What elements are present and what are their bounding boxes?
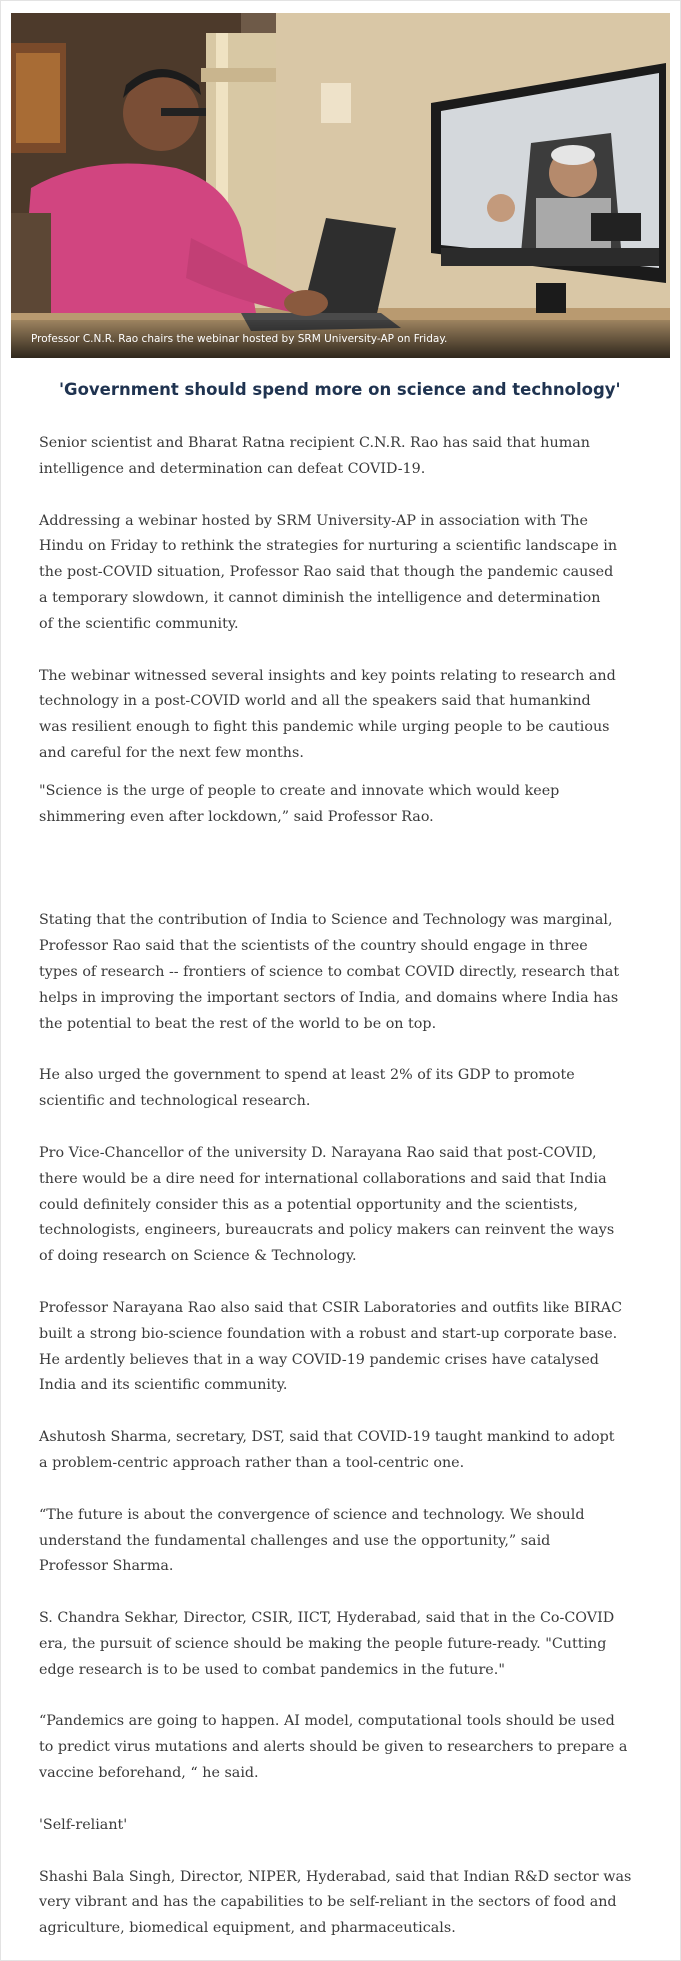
paragraph-3: The webinar witnessed several insights and key points relating to research and technology in a post-COVID world and all the speakers said that humankind was resilient enough to fight this pandemic while urging people to be cautious and careful for the next few months. [39, 667, 616, 761]
paragraph-4-quote: "Science is the urge of people to create and innovate which would keep shimmering even after lockdown,” said Professor Rao. [39, 782, 560, 825]
paragraph-12-quote: “Pandemics are going to happen. AI model, computational tools should be used to predict virus mutations and alerts should be given to researchers to prepare a vaccine beforehand, “ he said. [39, 1713, 628, 1782]
article-photo [11, 13, 670, 358]
paragraph-13: Shashi Bala Singh, Director, NIPER, Hyderabad, said that Indian R&D sector was very vibrant and has the capabilities to be self-reliant in the sectors of food and agriculture, biomedical equipment, and pharmaceuticals. [39, 1868, 632, 1937]
article-subheading: 'Government should spend more on science and technology' [59, 380, 621, 399]
paragraph-9: Ashutosh Sharma, secretary, DST, said that COVID-19 taught mankind to adopt a problem-centric approach rather than a tool-centric one. [39, 1429, 615, 1471]
paragraph-7: Pro Vice-Chancellor of the university D. Narayana Rao said that post-COVID, there would be a dire need for international collaborations and said that India could definitely consider this as a potential opportunity and the scientists, technologists, engineers, bureaucrats and policy makers can reinvent the ways of doing research on Science & Technology. [39, 1144, 615, 1265]
paragraph-1: Senior scientist and Bharat Ratna recipient C.N.R. Rao has said that human intelligence and determination can defeat COVID-19. [39, 435, 591, 477]
photo-illustration [11, 13, 670, 358]
section-heading-self-reliant: 'Self-reliant' [39, 1816, 128, 1833]
paragraph-8: Professor Narayana Rao also said that CSIR Laboratories and outfits like BIRAC built a strong bio-science foundation with a robust and start-up corporate base. He ardently believes that in a way COVID-19 pandemic crises have catalysed India and its scientific community. [39, 1299, 623, 1394]
paragraph-5: Stating that the contribution of India to Science and Technology was marginal, Professor Rao said that the scientists of the country should engage in three types of research -- frontiers of science to combat COVID directly, research that helps in improving the important sectors of India, and domains where India has the potential to beat the rest of the world to be on top. [39, 912, 620, 1032]
paragraph-2: Addressing a webinar hosted by SRM University-AP in association with The Hindu on Friday to rethink the strategies for nurturing a scientific landscape in the post-COVID situation, Professor Rao said that though the pandemic caused a temporary slowdown, it cannot diminish the intelligence and determination of the scientific community. [39, 512, 618, 632]
paragraph-10-quote: “The future is about the convergence of science and technology. We should understand the fundamental challenges and use the opportunity,” said Professor Sharma. [39, 1506, 585, 1575]
paragraph-6: He also urged the government to spend at least 2% of its GDP to promote scientific and technological research. [39, 1067, 575, 1110]
photo-caption: Professor C.N.R. Rao chairs the webinar hosted by SRM University-AP on Friday. [11, 320, 670, 358]
paragraph-11: S. Chandra Sekhar, Director, CSIR, IICT, Hyderabad, said that in the Co-COVID era, the pursuit of science should be making the people future-ready. "Cutting edge research is to be used to combat pandemics in the future." [39, 1610, 615, 1678]
article-body [39, 431, 649, 1942]
